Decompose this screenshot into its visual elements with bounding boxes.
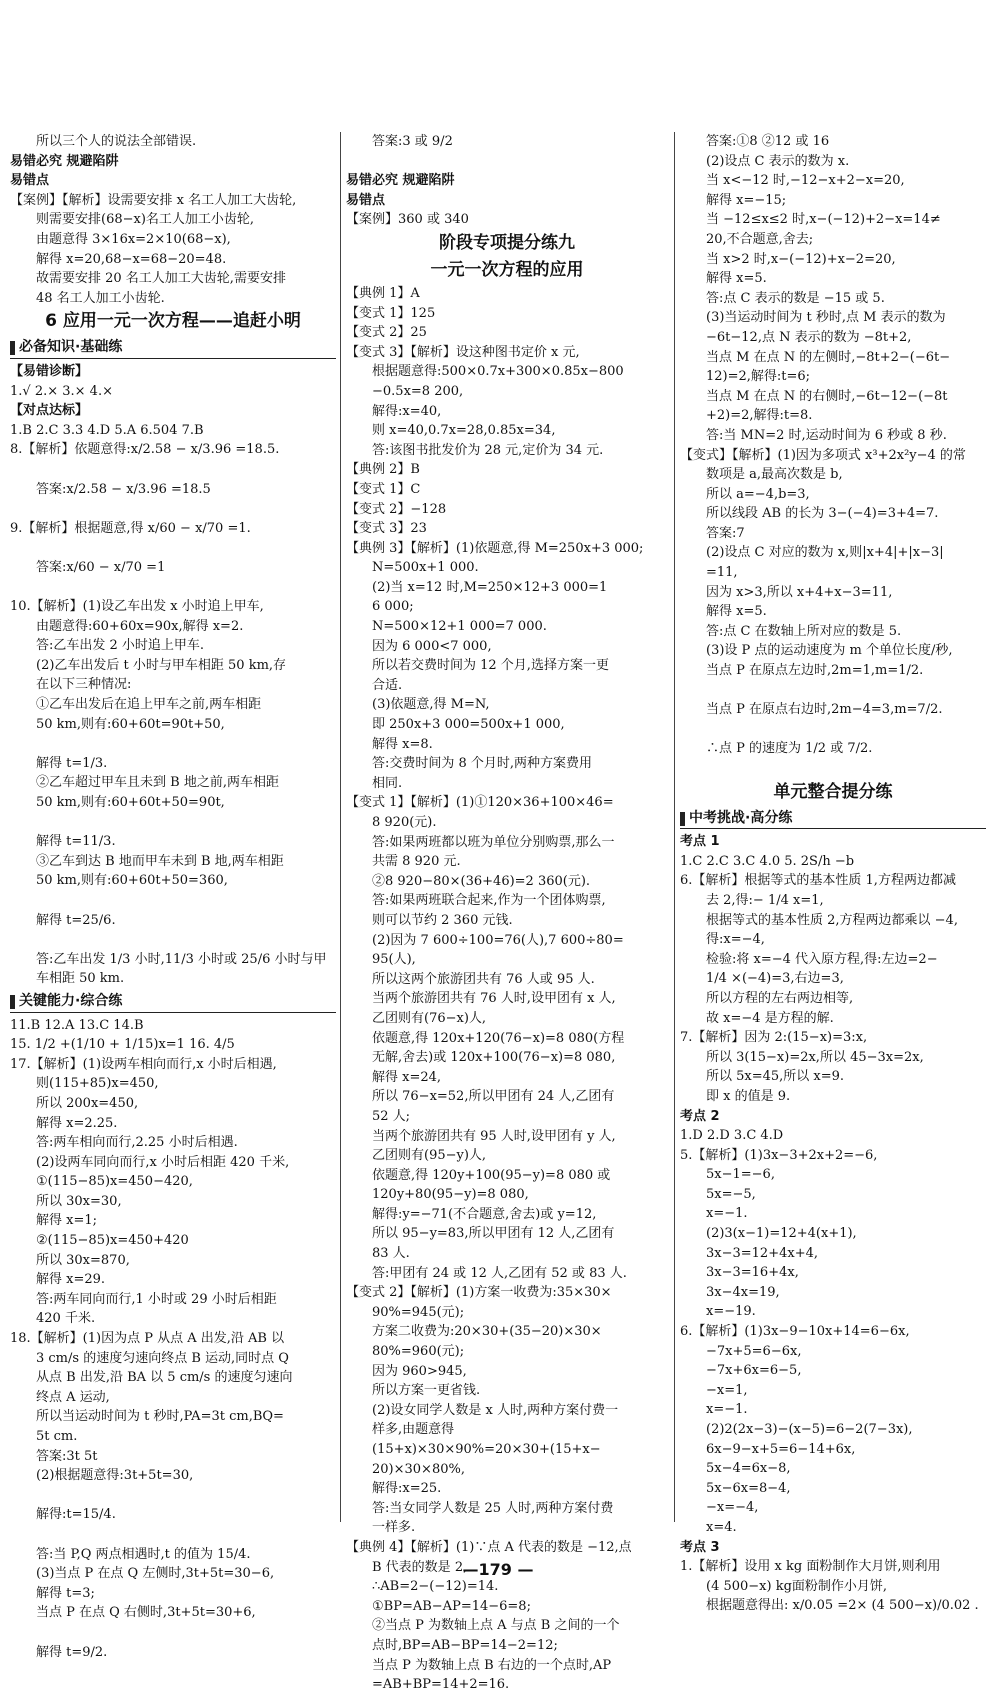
text-line: 答:当 MN=2 时,运动时间为 6 秒或 8 秒. <box>706 427 947 443</box>
text-line: 当 x>2 时,x−(−12)+x−2=20, <box>706 251 896 267</box>
text-line <box>10 930 336 950</box>
text-line: (15+x)×30×90%=20×30+(15+x− <box>372 1442 601 1457</box>
text-line: 答:乙车出发 2 小时追上甲车. <box>36 638 205 654</box>
text-line: 当点 M 在点 N 的右侧时,−6t−12−(−8t <box>706 388 948 404</box>
text-line: 检验:将 x=−4 代入原方程,得:左边=2− <box>706 951 938 967</box>
text-line: (4 500−x) kg面粉制作小月饼, <box>706 1578 888 1594</box>
text-line: 由题意得 3×16x=2×10(68−x), <box>36 231 231 247</box>
text-line: 50 km,则有:60+60t+50=360, <box>36 873 228 889</box>
text-line: 【变式 3】23 <box>346 521 427 537</box>
text-line <box>10 538 336 558</box>
text-line <box>10 734 336 754</box>
text-line: 所以线段 AB 的长为 3−(−4)=3+4=7. <box>706 506 939 522</box>
text-line: 解得 t=9/2. <box>36 1644 108 1660</box>
text-line: ∴点 P 的速度为 1/2 或 7/2. <box>706 741 873 757</box>
text-line: 从点 B 出发,沿 BA 以 5 cm/s 的速度匀速向 <box>36 1370 293 1386</box>
text-line: 解得 t=3; <box>36 1585 95 1601</box>
text-line: 答:甲团有 24 或 12 人,乙团有 52 或 83 人. <box>372 1265 627 1281</box>
text-line: ②(115−85)x=450+420 <box>36 1233 189 1249</box>
text-line: 答:当 P,Q 两点相遇时,t 的值为 15/4. <box>36 1546 251 1562</box>
text-line: 答:该图书批发价为 28 元,定价为 34 元. <box>372 442 604 458</box>
text-line: 解得 x=5. <box>706 271 767 287</box>
text-line: 1.【解析】设用 x kg 面粉制作大月饼,则利用 <box>680 1559 941 1575</box>
text-line: 20)×30×80%, <box>372 1461 465 1477</box>
text-line: 易错必究 规避陷阱 <box>346 173 455 189</box>
text-line: 解得 t=1/3. <box>36 755 108 771</box>
text-line <box>10 1525 336 1545</box>
text-line: 【变式 2】【解析】(1)方案一收费为:35×30× <box>346 1285 612 1301</box>
text-line: 答案:3t 5t <box>36 1448 98 1464</box>
text-line: 所以 a=−4,b=3, <box>706 486 810 502</box>
text-line: −6t−12,点 N 表示的数为 −8t+2, <box>706 329 912 345</box>
text-line: 解得 x=24, <box>372 1069 442 1085</box>
section-title: 单元整合提分练 <box>773 781 893 802</box>
text-line: 【变式 2】25 <box>346 325 427 341</box>
text-line: (2)当 x=12 时,M=250×12+3 000=1 <box>372 579 608 595</box>
text-line: 5x=−5, <box>706 1186 756 1202</box>
text-line: 所以方程的左右两边相等, <box>706 990 854 1006</box>
text-line: ①乙车出发后在追上甲车之前,两车相距 <box>36 697 262 713</box>
column-left <box>10 132 336 1662</box>
section-bar: 必备知识·基础练 <box>10 338 336 359</box>
text-line: 【案例】【解析】设需要安排 x 名工人加工大齿轮, <box>10 192 297 208</box>
text-line: 【变式 2】−128 <box>346 501 447 517</box>
text-line: 解得 x=5. <box>706 604 767 620</box>
text-line: 5.【解析】(1)3x−3+2x+2=−6, <box>680 1147 878 1163</box>
text-line: 答:两车同向而行,1 小时或 29 小时后相距 <box>36 1291 277 1307</box>
text-line: 【典例 3】【解析】(1)依题意,得 M=250x+3 000; <box>346 540 644 556</box>
text-line: 90%=945(元); <box>372 1304 465 1320</box>
text-line: 即 x 的值是 9. <box>706 1088 791 1104</box>
text-line: 当点 P 为数轴上点 B 右边的一个点时,AP <box>372 1657 612 1673</box>
text-line: 答:交费时间为 8 个月时,两种方案费用 <box>372 756 593 772</box>
text-line: 所以当运动时间为 t 秒时,PA=3t cm,BQ= <box>36 1409 284 1425</box>
text-line: 所以 30x=30, <box>36 1193 122 1209</box>
text-line: 点时,BP=AB−BP=14−2=12; <box>372 1637 558 1653</box>
text-line: 答案:x/60 − x/70 =1 <box>36 559 166 575</box>
text-line: 解得 t=25/6. <box>36 912 116 928</box>
text-line: 则 x=40,0.7x=28,0.85x=34, <box>372 423 556 439</box>
text-line: N=500×12+1 000=7 000. <box>372 619 547 635</box>
text-line: 所以若交费时间为 12 个月,选择方案一更 <box>372 658 609 674</box>
text-line: 方案二收费为:20×30+(35−20)×30× <box>372 1324 602 1340</box>
text-line <box>10 1486 336 1506</box>
text-line: 12)=2,解得:t=6; <box>706 369 811 385</box>
text-line: −7x+5=6−6x, <box>706 1343 802 1359</box>
text-line: 考点 2 <box>680 1108 720 1124</box>
text-line: 【变式 1】C <box>346 481 421 497</box>
text-line: 合适. <box>372 677 403 693</box>
text-line: 5x−4=6x−8, <box>706 1461 791 1477</box>
text-line: 易错点 <box>346 192 386 208</box>
text-line: 95(人), <box>372 952 416 968</box>
text-line: 答:如果两班都以班为单位分别购票,那么一 <box>372 834 615 850</box>
text-line: 解得 x=8. <box>372 736 433 752</box>
text-line: 11.B 12.A 13.C 14.B <box>10 1017 144 1033</box>
text-line: =AB+BP=14+2=16. <box>372 1677 510 1693</box>
column-divider-1 <box>340 132 341 1522</box>
text-line: 1.√ 2.× 3.× 4.× <box>10 383 113 399</box>
text-line: 则需要安排(68−x)名工人加工小齿轮, <box>36 212 255 228</box>
text-line: (2)因为 7 600÷100=76(人),7 600÷80= <box>372 932 624 948</box>
text-line: 所以方案一更省钱. <box>372 1383 481 1399</box>
text-line: 当两个旅游团共有 76 人时,设甲团有 x 人, <box>372 991 616 1007</box>
text-line: 【变式】【解析】(1)因为多项式 x³+2x²y−4 的常 <box>680 447 966 463</box>
text-line: 20,不合题意,舍去; <box>706 231 814 247</box>
text-line: 车相距 50 km. <box>36 971 125 987</box>
text-line: 根据题意得出: x/0.05 =2× (4 500−x)/0.02 . <box>706 1598 979 1614</box>
text-line: 故需要安排 20 名工人加工大齿轮,需要安排 <box>36 271 286 287</box>
text-line: 18.【解析】(1)因为点 P 从点 A 出发,沿 AB 以 <box>10 1331 285 1347</box>
text-line <box>680 681 986 701</box>
text-line <box>10 1623 336 1643</box>
text-line: 所以 5x=45,所以 x=9. <box>706 1069 845 1085</box>
text-line: 依题意,得 120y+100(95−y)=8 080 或 <box>372 1167 611 1183</box>
text-line: 乙团则有(76−x)人, <box>372 1010 487 1026</box>
text-line: 5t cm. <box>36 1429 78 1444</box>
text-line: 【变式 1】【解析】(1)①120×36+100×46= <box>346 795 614 811</box>
text-line: 3x−3=16+4x, <box>706 1265 799 1281</box>
text-line: 80%=960(元); <box>372 1344 465 1360</box>
text-line: 去 2,得:− 1/4 x=1, <box>706 892 824 908</box>
text-line: 3x−4x=19, <box>706 1284 780 1300</box>
text-line: =11, <box>706 565 738 581</box>
text-line: 解得 x=29. <box>36 1272 106 1288</box>
text-line: 答:如果两班联合起来,作为一个团体购票, <box>372 893 606 909</box>
text-line: 易错必究 规避陷阱 <box>10 153 119 169</box>
text-line: 解得 x=1; <box>36 1213 98 1229</box>
text-line: ①BP=AB−AP=14−6=8; <box>372 1598 531 1614</box>
text-line: 48 名工人加工小齿轮. <box>36 290 165 306</box>
section-title: 阶段专项提分练九 <box>439 232 575 253</box>
text-line: 当点 P 在点 Q 右侧时,3t+5t=30+6, <box>36 1605 256 1621</box>
text-line: (3)当点 P 在点 Q 左侧时,3t+5t=30−6, <box>36 1566 275 1582</box>
text-line: 则可以节约 2 360 元钱. <box>372 912 513 928</box>
text-line: 120y+80(95−y)=8 080, <box>372 1187 529 1203</box>
text-line: N=500x+1 000. <box>372 560 479 576</box>
text-line: 9.【解析】根据题意,得 x/60 − x/70 =1. <box>10 520 251 536</box>
text-line: 答:两车相向而行,2.25 小时后相遇. <box>36 1135 238 1151</box>
text-line: 8 920(元). <box>372 815 437 830</box>
text-line: 10.【解析】(1)设乙车出发 x 小时追上甲车, <box>10 599 264 615</box>
text-line <box>680 720 986 740</box>
text-line: 解得 t=11/3. <box>36 834 116 850</box>
text-line: 即 250x+3 000=500x+1 000, <box>372 717 565 733</box>
text-line: 【案例】360 或 340 <box>346 212 469 228</box>
text-line: 答案:①8 ②12 或 16 <box>706 134 830 149</box>
text-line: B 代表的数是 2, <box>372 1559 468 1575</box>
text-line: 【对点达标】 <box>10 403 89 419</box>
text-line: x=−19. <box>706 1304 756 1320</box>
text-line: 答案:7 <box>706 525 745 541</box>
text-line: x=−1. <box>706 1402 748 1418</box>
text-line: 【典例 1】A <box>346 285 420 301</box>
text-line: (3)当运动时间为 t 秒时,点 M 表示的数为 <box>706 310 946 326</box>
text-line: 相同. <box>372 775 403 791</box>
text-line: (2)乙车出发后 t 小时与甲车相距 50 km,存 <box>36 657 287 673</box>
text-line: 考点 3 <box>680 1539 720 1555</box>
text-line: 考点 1 <box>680 834 720 850</box>
text-line: 3x−3=12+4x+4, <box>706 1245 818 1261</box>
text-line: 83 人. <box>372 1246 410 1262</box>
text-line: 答:点 C 表示的数是 −15 或 5. <box>706 290 885 306</box>
column-middle <box>346 132 668 1695</box>
text-line: 答案:x/2.58 − x/3.96 =18.5 <box>36 481 211 497</box>
text-line: 当两个旅游团共有 95 人时,设甲团有 y 人, <box>372 1128 616 1144</box>
text-line: 6.【解析】(1)3x−9−10x+14=6−6x, <box>680 1324 910 1340</box>
text-line: (2)设点 C 对应的数为 x,则|x+4|+|x−3| <box>706 545 944 561</box>
text-line: 答:当女同学人数是 25 人时,两种方案付费 <box>372 1500 614 1516</box>
text-line: 根据等式的基本性质 2,方程两边都乘以 −4, <box>706 912 958 928</box>
text-line: 乙团则有(95−y)人, <box>372 1148 487 1164</box>
text-line: ①(115−85)x=450−420, <box>36 1174 193 1190</box>
text-line: 共需 8 920 元. <box>372 854 461 870</box>
text-line: 1.B 2.C 3.3 4.D 5.A 6.504 7.B <box>10 422 204 438</box>
text-line: 答:点 C 在数轴上所对应的数是 5. <box>706 623 902 639</box>
text-line: ②当点 P 为数轴上点 A 与点 B 之间的一个 <box>372 1618 620 1634</box>
text-line: 1/4 ×(−4)=3,右边=3, <box>706 971 844 987</box>
text-line: 6.【解析】根据等式的基本性质 1,方程两边都减 <box>680 873 956 889</box>
text-line: 【变式 1】125 <box>346 305 436 321</box>
text-line: 依题意,得 120x+120(76−x)=8 080(方程 <box>372 1030 625 1046</box>
text-line: 解得:x=25. <box>372 1481 442 1497</box>
section-title: 一元一次方程的应用 <box>430 259 584 280</box>
text-line: 5x−6x=8−4, <box>706 1480 791 1496</box>
text-line: (2)3(x−1)=12+4(x+1), <box>706 1226 857 1242</box>
text-line: 15. 1/2 +(1/10 + 1/15)x=1 16. 4/5 <box>10 1037 235 1053</box>
text-line: 解得:y=−71(不合题意,舍去)或 y=12, <box>372 1206 597 1222</box>
text-line: (3)依题意,得 M=N, <box>372 697 490 713</box>
text-line: 解得 x=−15; <box>706 192 787 208</box>
text-line: 所以 200x=450, <box>36 1095 139 1111</box>
text-line: 故 x=−4 是方程的解. <box>706 1010 834 1026</box>
text-line <box>680 759 986 779</box>
text-line: 52 人; <box>372 1108 411 1124</box>
text-line: 8.【解析】依题意得:x/2.58 − x/3.96 =18.5. <box>10 442 280 458</box>
text-line: 6x−9−x+5=6−14+6x, <box>706 1441 856 1457</box>
text-line: 【易错诊断】 <box>10 363 89 379</box>
text-line: 因为 960>945, <box>372 1363 467 1379</box>
section-bar: 关键能力·综合练 <box>10 992 336 1013</box>
text-line <box>10 460 336 480</box>
text-line: ②乙车超过甲车且未到 B 地之前,两车相距 <box>36 775 279 791</box>
text-line: (2)设女同学人数是 x 人时,两种方案付费一 <box>372 1402 619 1418</box>
text-line: 因为 6 000<7 000, <box>372 638 492 654</box>
text-line <box>10 499 336 519</box>
text-line: (2)2(2x−3)−(x−5)=6−2(7−3x), <box>706 1422 913 1437</box>
text-line: 3 cm/s 的速度匀速向终点 B 运动,同时点 Q <box>36 1350 289 1366</box>
column-divider-2 <box>674 132 675 1522</box>
text-line: 7.【解析】因为 2:(15−x)=3:x, <box>680 1030 868 1046</box>
text-line: (2)根据题意得:3t+5t=30, <box>36 1468 194 1484</box>
text-line: 样多,由题意得 <box>372 1422 455 1438</box>
text-line: x=−1. <box>706 1206 748 1222</box>
text-line: 数项是 a,最高次数是 b, <box>706 467 843 483</box>
text-line: 当点 M 在点 N 的左侧时,−8t+2−(−6t− <box>706 349 951 365</box>
text-line: −7x+6x=6−5, <box>706 1363 802 1379</box>
text-line: 【变式 3】【解析】设这种图书定价 x 元, <box>346 344 580 360</box>
text-line: 5x−1=−6, <box>706 1167 775 1183</box>
text-line: 答:乙车出发 1/3 小时,11/3 小时或 25/6 小时与甲 <box>36 951 327 967</box>
text-line: 解得:x=40, <box>372 403 442 419</box>
text-line: 无解,舍去)或 120x+100(76−x)=8 080, <box>372 1050 616 1066</box>
text-line: 【典例 4】【解析】(1)∵点 A 代表的数是 −12,点 <box>346 1539 632 1555</box>
text-line: 则(115+85)x=450, <box>36 1076 159 1092</box>
text-line: 所以 95−y=83,所以甲团有 12 人,乙团有 <box>372 1226 615 1242</box>
text-line <box>346 152 668 172</box>
text-line: 1.C 2.C 3.C 4.0 5. 2S/h −b <box>680 853 855 869</box>
text-line: (2)设点 C 表示的数为 x. <box>706 153 850 169</box>
text-line: 得:x=−4, <box>706 932 765 948</box>
text-line: 根据题意得:500×0.7x+300×0.85x−800 <box>372 364 624 380</box>
text-line: x=4. <box>706 1519 737 1535</box>
text-line: 因为 x>3,所以 x+4+x−3=11, <box>706 584 893 600</box>
text-line: 易错点 <box>10 173 50 189</box>
page-number: —179 — <box>462 1560 534 1579</box>
text-line: 所以 3(15−x)=2x,所以 45−3x=2x, <box>706 1049 924 1065</box>
text-line: 终点 A 运动, <box>36 1389 110 1405</box>
section-bar: 中考挑战·高分练 <box>680 809 986 830</box>
text-line: 所以这两个旅游团共有 76 人或 95 人. <box>372 971 595 987</box>
column-right <box>680 132 986 1616</box>
text-line: 50 km,则有:60+60t=90t+50, <box>36 716 225 732</box>
text-line: −x=1, <box>706 1382 748 1398</box>
text-line: (2)设两车同向而行,x 小时后相距 420 千米, <box>36 1154 290 1170</box>
text-line: +2)=2,解得:t=8. <box>706 408 813 424</box>
text-line: 解得 x=20,68−x=68−20=48. <box>36 251 227 267</box>
text-line: 所以 30x=870, <box>36 1252 130 1268</box>
text-line <box>10 891 336 911</box>
text-line <box>10 813 336 833</box>
text-line: 17.【解析】(1)设两车相向而行,x 小时后相遇, <box>10 1056 277 1072</box>
text-line: 答案:3 或 9/2 <box>372 134 453 149</box>
text-line: 当 x<−12 时,−12−x+2−x=20, <box>706 173 905 189</box>
text-line: 1.D 2.D 3.C 4.D <box>680 1128 784 1144</box>
text-line: −0.5x=8 200, <box>372 383 464 399</box>
text-line: 当 −12≤x≤2 时,x−(−12)+2−x=14≠ <box>706 212 941 228</box>
text-line: ②8 920−80×(36+46)=2 360(元). <box>372 873 591 889</box>
text-line <box>10 577 336 597</box>
text-line: 当点 P 在原点右边时,2m−4=3,m=7/2. <box>706 702 943 718</box>
text-line: 所以三个人的说法全部错误. <box>36 134 197 149</box>
text-line: 当点 P 在原点左边时,2m=1,m=1/2. <box>706 663 924 679</box>
text-line: 在以下三种情况: <box>36 677 132 693</box>
text-line: 所以 76−x=52,所以甲团有 24 人,乙团有 <box>372 1089 615 1105</box>
text-line: 50 km,则有:60+60t+50=90t, <box>36 795 225 810</box>
text-line: ③乙车到达 B 地而甲车未到 B 地,两车相距 <box>36 853 284 869</box>
text-line: 【典例 2】B <box>346 462 420 478</box>
text-line: 一样多. <box>372 1520 416 1536</box>
text-line: 解得 x=2.25. <box>36 1115 118 1131</box>
section-title: 6 应用一元一次方程——追赶小明 <box>45 311 301 332</box>
text-line: 6 000; <box>372 599 414 615</box>
text-line: 由题意得:60+60x=90x,解得 x=2. <box>36 618 244 634</box>
text-line: 420 千米. <box>36 1311 96 1327</box>
text-line: ∴AB=2−(−12)=14. <box>372 1579 499 1595</box>
text-line: (3)设 P 点的运动速度为 m 个单位长度/秒, <box>706 643 953 659</box>
text-line: 解得:t=15/4. <box>36 1507 116 1523</box>
text-line: −x=−4, <box>706 1500 759 1516</box>
